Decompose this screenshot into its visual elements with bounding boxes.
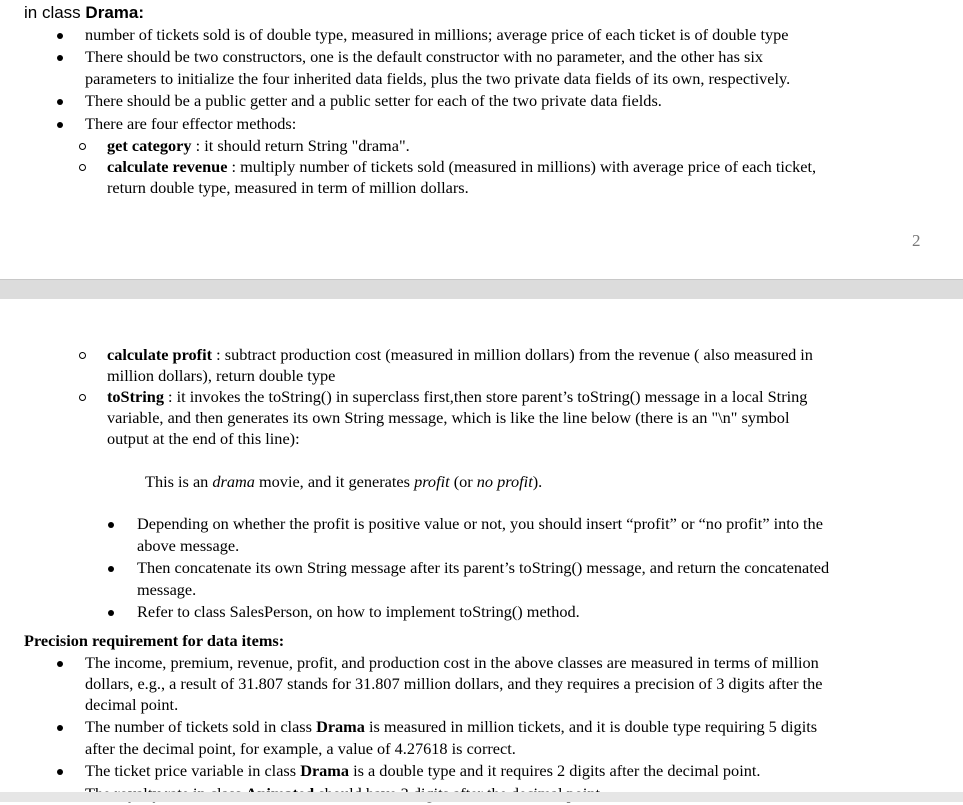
list-item: The ticket price variable in class Drama is a double type and it requires 2 digits after the decimal point.	[85, 761, 761, 780]
sub-list-item-continuation: message.	[137, 580, 197, 599]
list-item-continuation: after the decimal point, for example, a value of 4.27618 is correct.	[85, 739, 516, 758]
bullet-icon	[107, 559, 117, 569]
page-1	[0, 0, 963, 279]
list-item: There should be two constructors, one is the default constructor with no parameter, and the other has six	[85, 47, 763, 66]
method-continuation: million dollars), return double type	[107, 366, 336, 385]
bullet-icon	[56, 115, 66, 125]
list-item-continuation: decimal point.	[85, 695, 179, 714]
bullet-icon	[107, 515, 117, 525]
sub-list-item-continuation: above message.	[137, 536, 240, 555]
method-get-category: get category : it should return String "drama".	[107, 136, 410, 155]
method-calculate-profit: calculate profit : subtract production cost (measured in million dollars) from the revenue ( also measured in	[107, 345, 813, 364]
list-item: There are four effector methods:	[85, 114, 297, 133]
class-heading: in class Drama:	[24, 3, 145, 22]
bullet-icon	[56, 654, 66, 664]
method-calculate-revenue: calculate revenue : multiply number of tickets sold (measured in millions) with average price of each ticket,	[107, 157, 817, 176]
bullet-icon	[56, 762, 66, 772]
page-number: 2	[912, 231, 921, 250]
sub-list-item: Depending on whether the profit is positive value or not, you should insert “profit” or “no profit” into the	[137, 514, 823, 533]
sub-list-item: Then concatenate its own String message after its parent’s toString() message, and return the concatenated	[137, 558, 830, 577]
list-item: The income, premium, revenue, profit, and production cost in the above classes are measured in terms of million	[85, 653, 819, 672]
bullet-icon	[107, 603, 117, 613]
method-continuation: output at the end of this line):	[107, 429, 300, 448]
example-message: This is an drama movie, and it generates profit (or no profit).	[145, 472, 543, 491]
bullet-icon	[56, 92, 66, 102]
page-separator	[0, 279, 963, 300]
list-item-continuation: parameters to initialize the four inherited data fields, plus the two private data fields of its own, respectively.	[85, 69, 791, 88]
circle-bullet-icon	[78, 388, 90, 400]
bullet-icon	[56, 718, 66, 728]
method-continuation: return double type, measured in term of million dollars.	[107, 178, 469, 197]
page-2	[0, 299, 963, 802]
circle-bullet-icon	[78, 346, 90, 358]
sub-list-item: Refer to class SalesPerson, on how to implement toString() method.	[137, 602, 580, 621]
circle-bullet-icon	[78, 137, 90, 149]
list-item-continuation: dollars, e.g., a result of 31.807 stands for 31.807 million dollars, and they requires a precision of 3 digits after the	[85, 674, 823, 693]
list-item: The number of tickets sold in class Drama is measured in million tickets, and it is double type requiring 5 digits	[85, 717, 818, 736]
bullet-icon	[56, 26, 66, 36]
viewport-cutoff-bar	[0, 792, 963, 802]
list-item: There should be a public getter and a public setter for each of the two private data fields.	[85, 91, 662, 110]
circle-bullet-icon	[78, 158, 90, 170]
precision-heading: Precision requirement for data items:	[24, 631, 285, 650]
method-tostring: toString : it invokes the toString() in superclass first,then store parent’s toString() message in a local String	[107, 387, 808, 406]
method-continuation: variable, and then generates its own String message, which is like the line below (there is an "\n" symbol	[107, 408, 790, 427]
list-item: number of tickets sold is of double type, measured in millions; average price of each ticket is of double type	[85, 25, 789, 44]
bullet-icon	[56, 48, 66, 58]
